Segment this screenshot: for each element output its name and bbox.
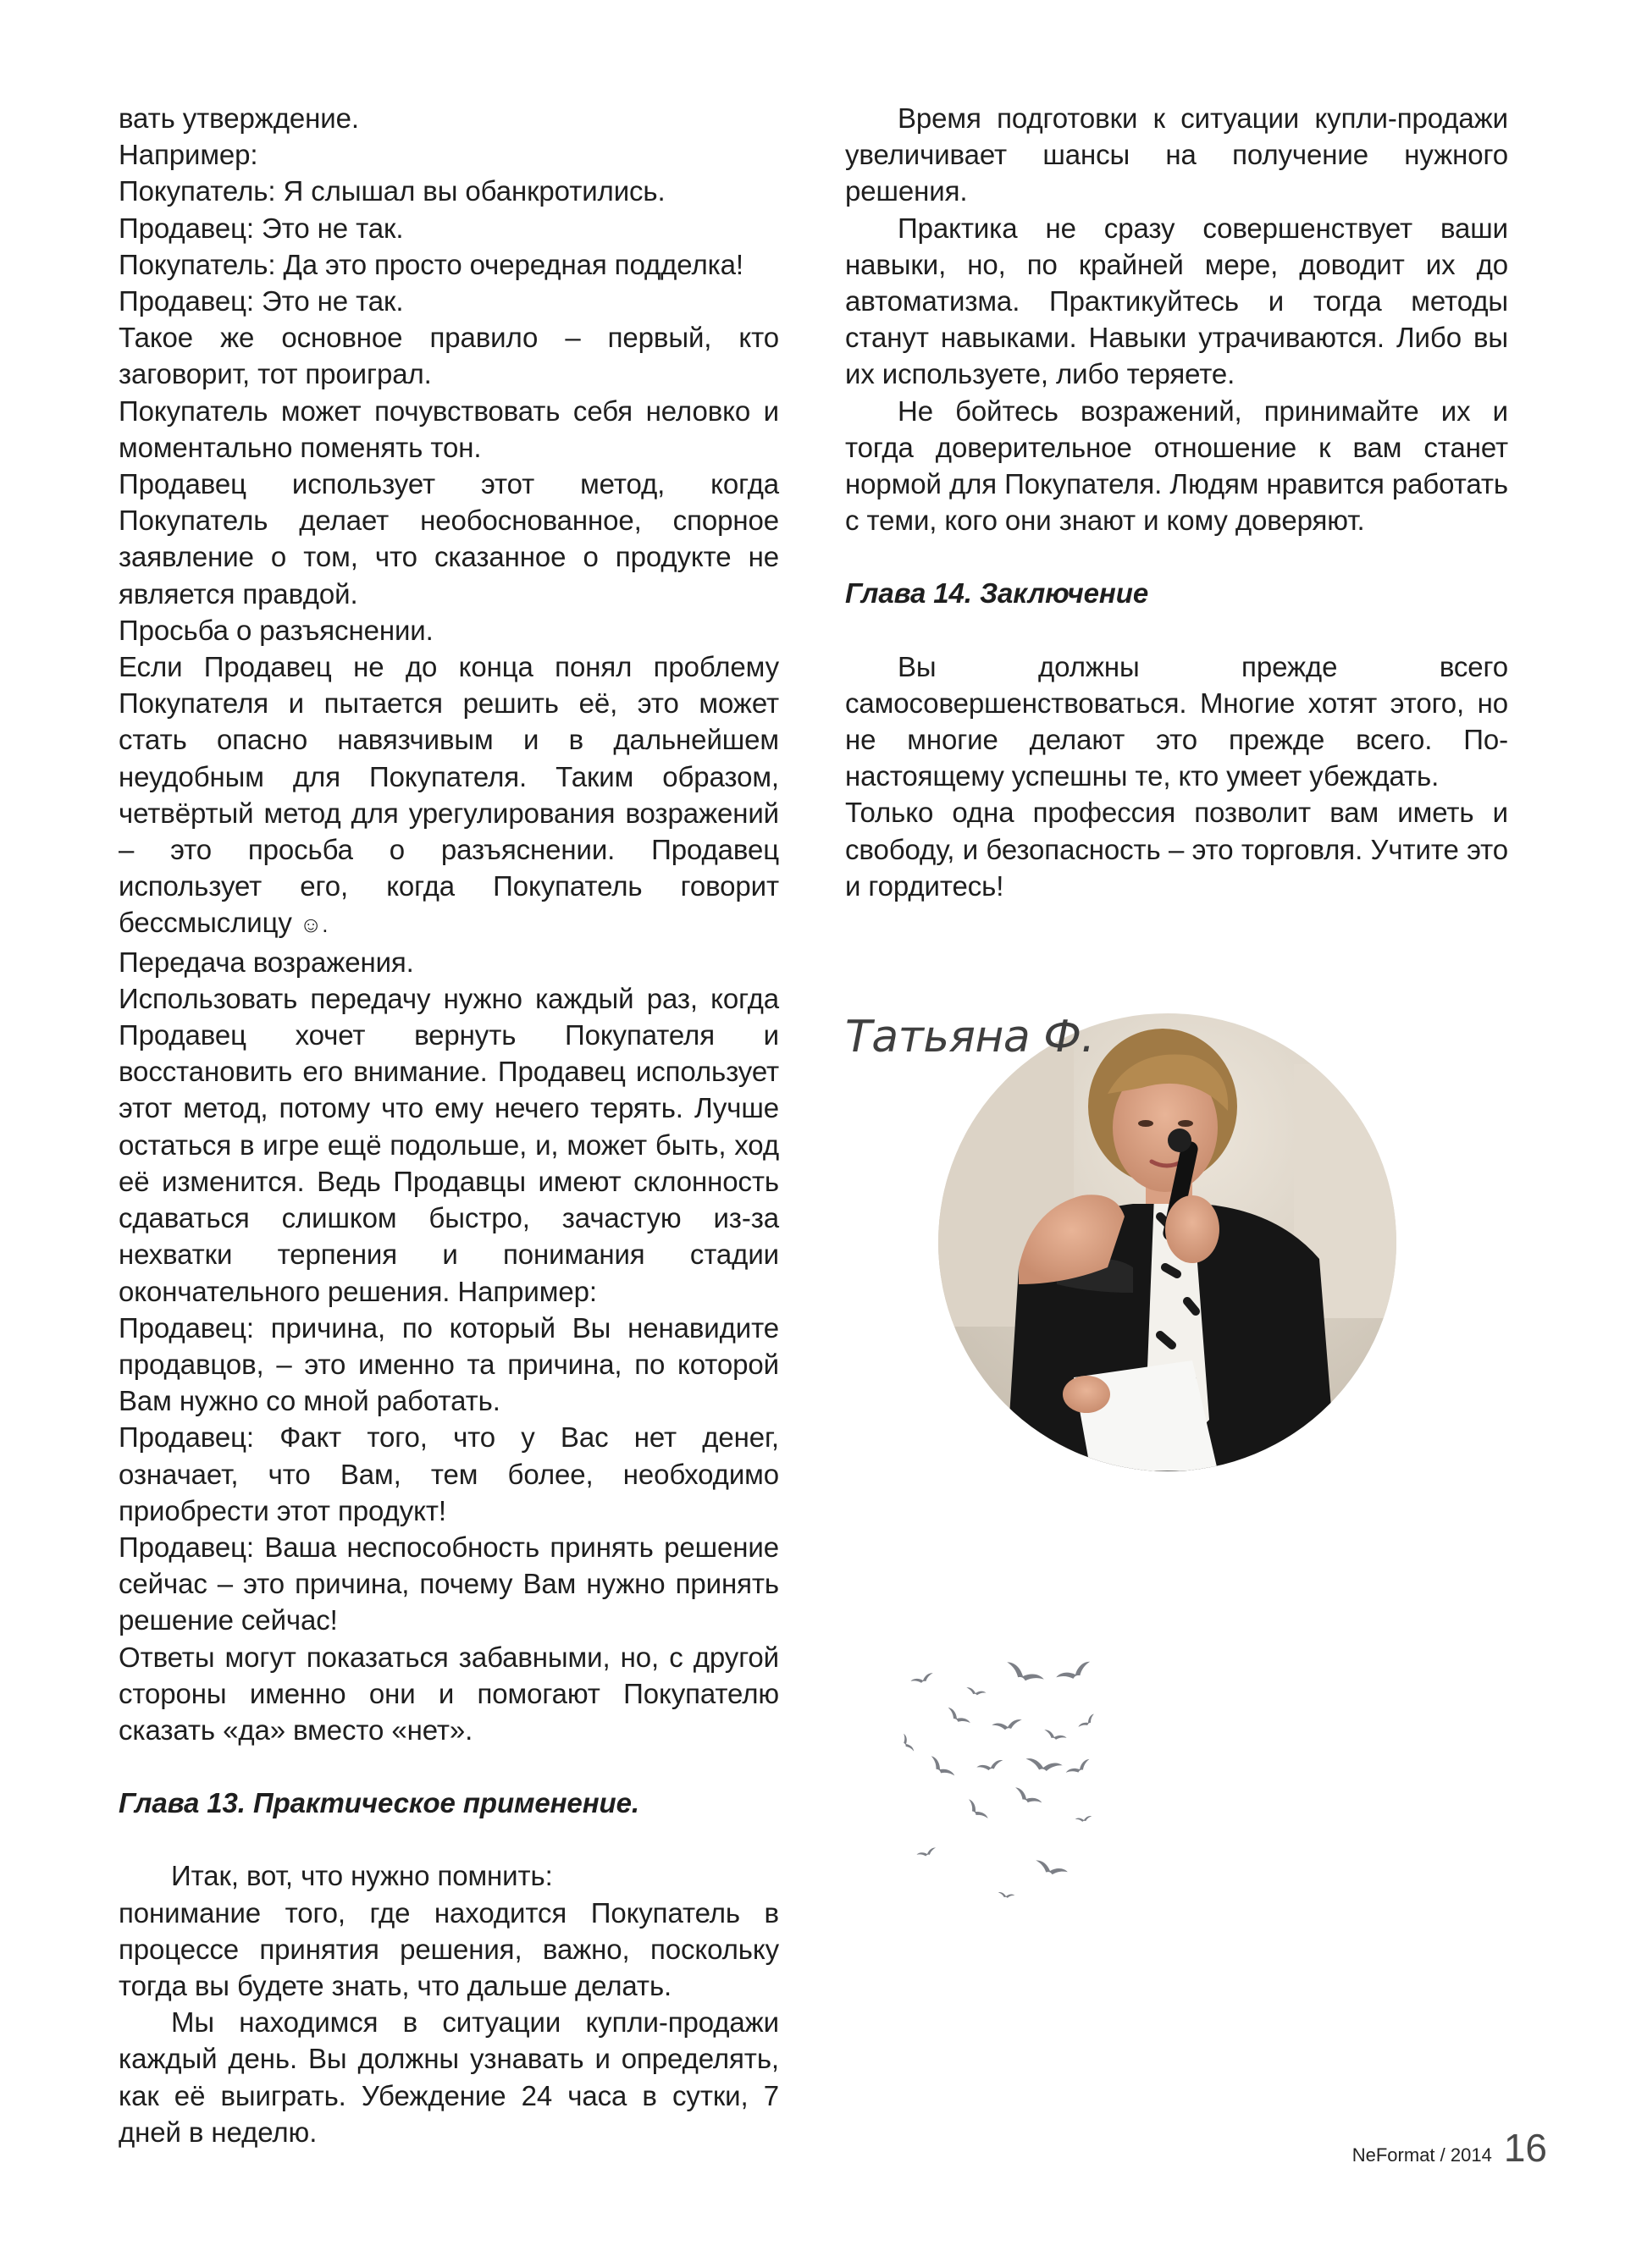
paragraph: Продавец: Ваша неспособность принять решение сейчас – это причина, почему Вам нужно принять решение сейчас! [119, 1531, 779, 1636]
paragraph: Вы должны прежде всего самосовершенствоваться. Многие хотят этого, но не многие делают это прежде всего. По-настоящему успешны те, кто умеет убеждать. [845, 650, 1508, 792]
paragraph: Время подготовки к ситуации купли-продажи увеличивает шансы на получение нужного решения. [845, 102, 1508, 207]
paragraph: Мы находимся в ситуации купли-продажи каждый день. Вы должны узнавать и определять, как её выиграть. Убеждение 24 часа в сутки, 7 дней в неделю. [119, 2006, 779, 2148]
paragraph: Продавец: Это не так. [119, 285, 404, 317]
paragraph: Передача возражения. [119, 946, 414, 978]
author-signature: Татьяна Ф. [845, 1012, 1095, 1062]
spacer [119, 1748, 779, 1785]
paragraph: Просьба о разъяснении. [119, 614, 434, 646]
paragraph: Продавец: Это не так. [119, 212, 404, 244]
page-footer [1352, 2125, 1547, 2171]
spacer [845, 612, 1508, 648]
paragraph: Покупатель: Я слышал вы обанкротились. [119, 175, 666, 207]
left-column [119, 100, 779, 2150]
paragraph: Покупатель может почувствовать себя неловко и моментально поменять тон. [119, 395, 779, 463]
magazine-name: NeFormat / 2014 [1351, 2144, 1492, 2166]
paragraph [119, 648, 779, 944]
author-photo [938, 1013, 1396, 1471]
author-photo-illustration [938, 1013, 1396, 1471]
paragraph: Итак, вот, что нужно помнить: [171, 1860, 553, 1892]
paragraph: Не бойтесь возражений, принимайте их и тогда доверительное отношение к вам станет нормой для Покупателя. Людям нравится работать с теми, кого они знают и кому доверяют. [845, 395, 1508, 537]
paragraph: Продавец: причина, по который Вы ненавидите продавцов, – это именно та причина, по которой Вам нужно со мной работать. [119, 1311, 779, 1417]
paragraph: Использовать передачу нужно каждый раз, когда Продавец хочет вернуть Покупателя и восстановить его внимание. Продавец использует этот метод, потому что ему нечего терять. Лучше остаться в игре ещё подольше, и, может быть, ход её изменится. Ведь Продавцы имеют склонность сдаваться слишком быстро, зачастую из-за нехватки терпения и понимания стадии окончательного решения. Например: [119, 982, 779, 1307]
paragraph: вать утверждение. [119, 102, 359, 134]
paragraph: Продавец использует этот метод, когда Покупатель делает необоснованное, спорное заявление о том, что сказанное о продукте не является правдой. [119, 468, 779, 610]
paragraph: Например: [119, 139, 258, 171]
smiley-icon: ☺. [299, 912, 329, 938]
paragraph: Такое же основное правило – первый, кто заговорит, тот проиграл. [119, 322, 779, 390]
birds-illustration [889, 1642, 1194, 1930]
paragraph: Покупатель: Да это просто очередная подделка! [119, 248, 743, 280]
page-number: 16 [1503, 2126, 1547, 2170]
chapter-14-title: Глава 14. Заключение [845, 577, 1149, 610]
paragraph: Практика не сразу совершенствует ваши навыки, но, по крайней мере, доводит их до автоматизма. Практикуйтесь и тогда методы станут навыками. Навыки утрачиваются. Либо вы их используете, либо теряете. [845, 212, 1508, 390]
paragraph: понимание того, где находится Покупатель в процессе принятия решения, важно, поскольку тогда вы будете знать, что дальше делать. [119, 1896, 779, 2001]
right-column [845, 100, 1508, 904]
spacer [119, 1821, 779, 1857]
paragraph: Продавец: Факт того, что у Вас нет денег, означает, что Вам, тем более, необходимо приобрести этот продукт! [119, 1421, 779, 1526]
spacer [845, 538, 1508, 575]
chapter-13-title: Глава 13. Практическое применение. [119, 1787, 639, 1819]
paragraph-text: Если Продавец не до конца понял проблему Покупателя и пытается решить её, это может стать опасно навязчивым и в дальнейшем неудобным для Покупателя. Таким образом, четвёртый метод для урегулирования возражений – это просьба о разъяснении. Продавец использует его, когда Покупатель говорит бессмыслицу [119, 651, 779, 939]
paragraph: Только одна профессия позволит вам иметь и свободу, и безопасность – это торговля. Учтите это и гордитесь! [845, 797, 1508, 902]
paragraph: Ответы могут показаться забавными, но, с другой стороны именно они и помогают Покупателю сказать «да» вместо «нет». [119, 1641, 779, 1746]
